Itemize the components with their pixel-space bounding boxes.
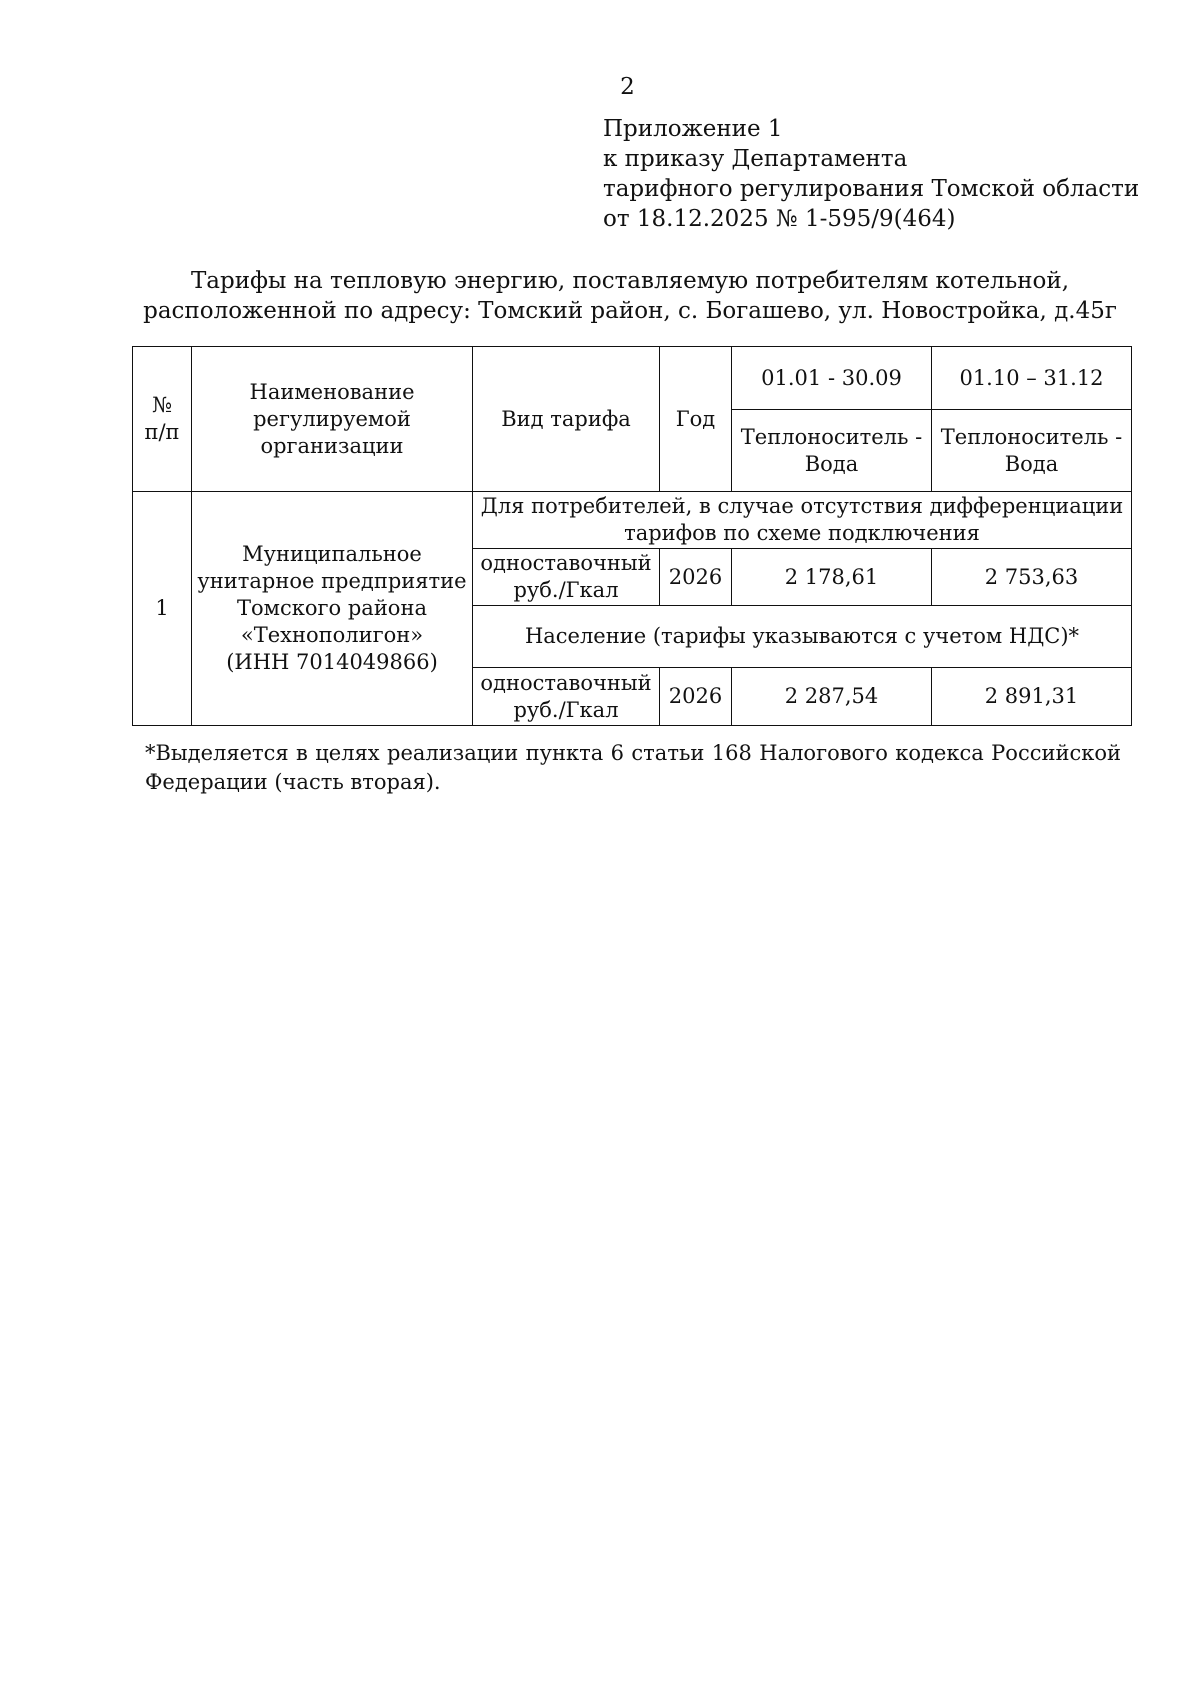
header-year-cell: Год — [660, 347, 732, 492]
row-org-cell — [192, 492, 473, 726]
tariff-unit-line: руб./Гкал — [513, 578, 619, 602]
header-org-line: регулируемой — [253, 406, 411, 431]
tariff-value-cell: 2 178,61 — [732, 549, 932, 606]
group-heading-line: тарифов по схеме подключения — [624, 521, 980, 545]
appendix-line: к приказу Департамента — [603, 146, 908, 172]
org-name-line: «Технополигон» — [240, 623, 424, 647]
tariff-type-line: одноставочный — [480, 670, 652, 695]
title-line: Тарифы на тепловую энергию, поставляемую потребителям котельной, — [190, 268, 1070, 294]
tariff-value-cell: 2 891,31 — [932, 668, 1132, 726]
org-inn-line: (ИНН 7014049866) — [226, 650, 438, 674]
year-cell: 2026 — [660, 549, 732, 606]
appendix-header — [603, 114, 1139, 234]
header-num-label: п/п — [144, 420, 180, 444]
tariff-table — [132, 346, 1132, 726]
tariff-type-cell — [473, 668, 660, 726]
group-heading-line: Для потребителей, в случае отсутствия дифференциации — [480, 494, 1124, 518]
header-carrier-line: Вода — [1004, 451, 1059, 476]
title-line: расположенной по адресу: Томский район, с. Богашево, ул. Новостройка, д.45г — [143, 298, 1117, 324]
tariff-type-cell — [473, 549, 660, 606]
header-period1-cell: 01.01 - 30.09 — [732, 347, 932, 410]
header-carrier-line: Вода — [804, 451, 859, 476]
table-header-row — [133, 347, 1132, 410]
footnote: *Выделяется в целях реализации пункта 6 статьи 168 Налогового кодекса Российской Федерации (часть вторая). — [145, 741, 1121, 794]
org-name-line: Томского района — [237, 596, 427, 620]
header-carrier-line: Теплоноситель - — [940, 424, 1123, 449]
header-tariff-type-cell: Вид тарифа — [473, 347, 660, 492]
header-carrier2-cell — [932, 410, 1132, 492]
appendix-line: тарифного регулирования Томской области — [603, 176, 1140, 202]
row-num-cell: 1 — [133, 492, 192, 726]
org-name-line: Муниципальное — [242, 542, 422, 566]
header-org-name-cell — [192, 347, 473, 492]
group-heading-cell: Население (тарифы указываются с учетом НДС)* — [473, 606, 1132, 668]
header-carrier-line: Теплоноситель - — [740, 424, 923, 449]
header-org-line: организации — [260, 433, 404, 458]
header-org-line: Наименование — [249, 379, 415, 404]
document-title — [130, 266, 1130, 326]
org-name-line: унитарное предприятие — [197, 569, 467, 593]
table-row — [133, 492, 1132, 549]
group-heading-cell — [473, 492, 1132, 549]
tariff-value-cell: 2 287,54 — [732, 668, 932, 726]
header-carrier1-cell — [732, 410, 932, 492]
tariff-unit-line: руб./Гкал — [513, 697, 619, 722]
tariff-type-line: одноставочный — [480, 551, 652, 575]
header-num-symbol: № — [152, 393, 172, 417]
header-num-cell — [133, 347, 192, 492]
page-number: 2 — [620, 74, 635, 100]
appendix-line: Приложение 1 — [603, 116, 783, 142]
tariff-value-cell: 2 753,63 — [932, 549, 1132, 606]
header-period2-cell: 01.10 – 31.12 — [932, 347, 1132, 410]
year-cell: 2026 — [660, 668, 732, 726]
appendix-line: от 18.12.2025 № 1-595/9(464) — [603, 206, 956, 232]
